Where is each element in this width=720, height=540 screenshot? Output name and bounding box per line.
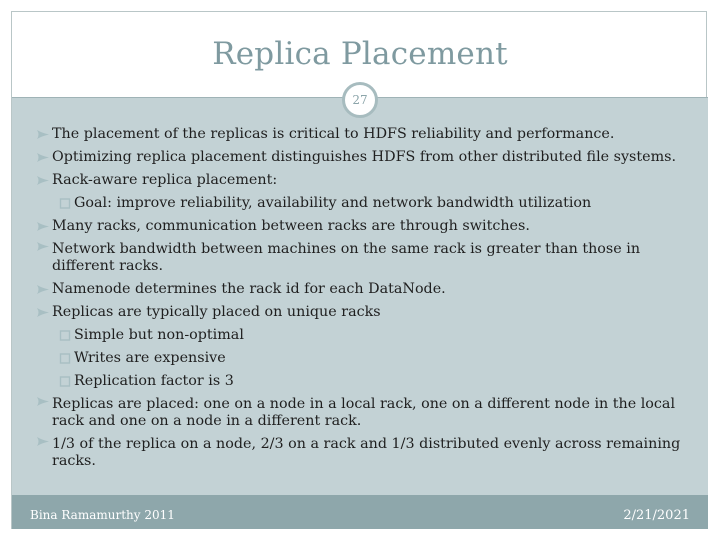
wedge-bullet-icon	[36, 169, 50, 192]
bullet-item	[36, 123, 688, 146]
bullet-item	[36, 433, 688, 470]
bullet-item	[36, 146, 688, 169]
bullet-text: Rack-aware replica placement:	[52, 172, 278, 188]
wedge-bullet-icon	[36, 146, 50, 169]
sub-bullet-item	[36, 192, 688, 215]
wedge-bullet-icon	[36, 235, 50, 258]
square-bullet-icon	[58, 192, 72, 215]
square-bullet-icon	[58, 370, 72, 393]
square-bullet-icon	[58, 347, 72, 370]
sub-bullet-text: Writes are expensive	[74, 350, 226, 366]
bullet-item	[36, 238, 688, 275]
bullet-text: Optimizing replica placement distinguishes HDFS from other distributed file systems.	[52, 149, 677, 165]
bullet-item	[36, 278, 688, 301]
sub-bullet-text: Simple but non-optimal	[74, 327, 244, 343]
wedge-bullet-icon	[36, 123, 50, 146]
bullet-list	[36, 123, 688, 473]
bullet-text: Network bandwidth between machines on the same rack is greater than those in different racks.	[52, 241, 641, 274]
footer-date: 2/21/2021	[623, 508, 690, 523]
square-bullet-icon	[58, 324, 72, 347]
bullet-text: The placement of the replicas is critical to HDFS reliability and performance.	[52, 126, 615, 142]
bullet-text: Replicas are typically placed on unique racks	[52, 304, 381, 320]
bullet-text: Many racks, communication between racks are through switches.	[52, 218, 530, 234]
sub-bullet-text: Goal: improve reliability, availability and network bandwidth utilization	[74, 195, 592, 211]
wedge-bullet-icon	[36, 430, 50, 453]
sub-bullet-text: Replication factor is 3	[74, 373, 234, 389]
bullet-item	[36, 301, 688, 324]
sub-bullet-item	[36, 347, 688, 370]
wedge-bullet-icon	[36, 390, 50, 413]
wedge-bullet-icon	[36, 278, 50, 301]
wedge-bullet-icon	[36, 301, 50, 324]
slide-number-badge: 27	[342, 82, 378, 118]
sub-bullet-item	[36, 370, 688, 393]
slide-title: Replica Placement	[212, 36, 508, 72]
footer-author: Bina Ramamurthy 2011	[30, 508, 175, 522]
bullet-item	[36, 169, 688, 192]
bullet-item	[36, 215, 688, 238]
bullet-text: Namenode determines the rack id for each DataNode.	[52, 281, 446, 297]
sub-bullet-item	[36, 324, 688, 347]
bullet-item	[36, 393, 688, 430]
bullet-text: Replicas are placed: one on a node in a local rack, one on a different node in the local rack and one on a node in a different rack.	[52, 396, 676, 429]
bullet-text: 1/3 of the replica on a node, 2/3 on a rack and 1/3 distributed evenly across remaining racks.	[52, 436, 681, 469]
